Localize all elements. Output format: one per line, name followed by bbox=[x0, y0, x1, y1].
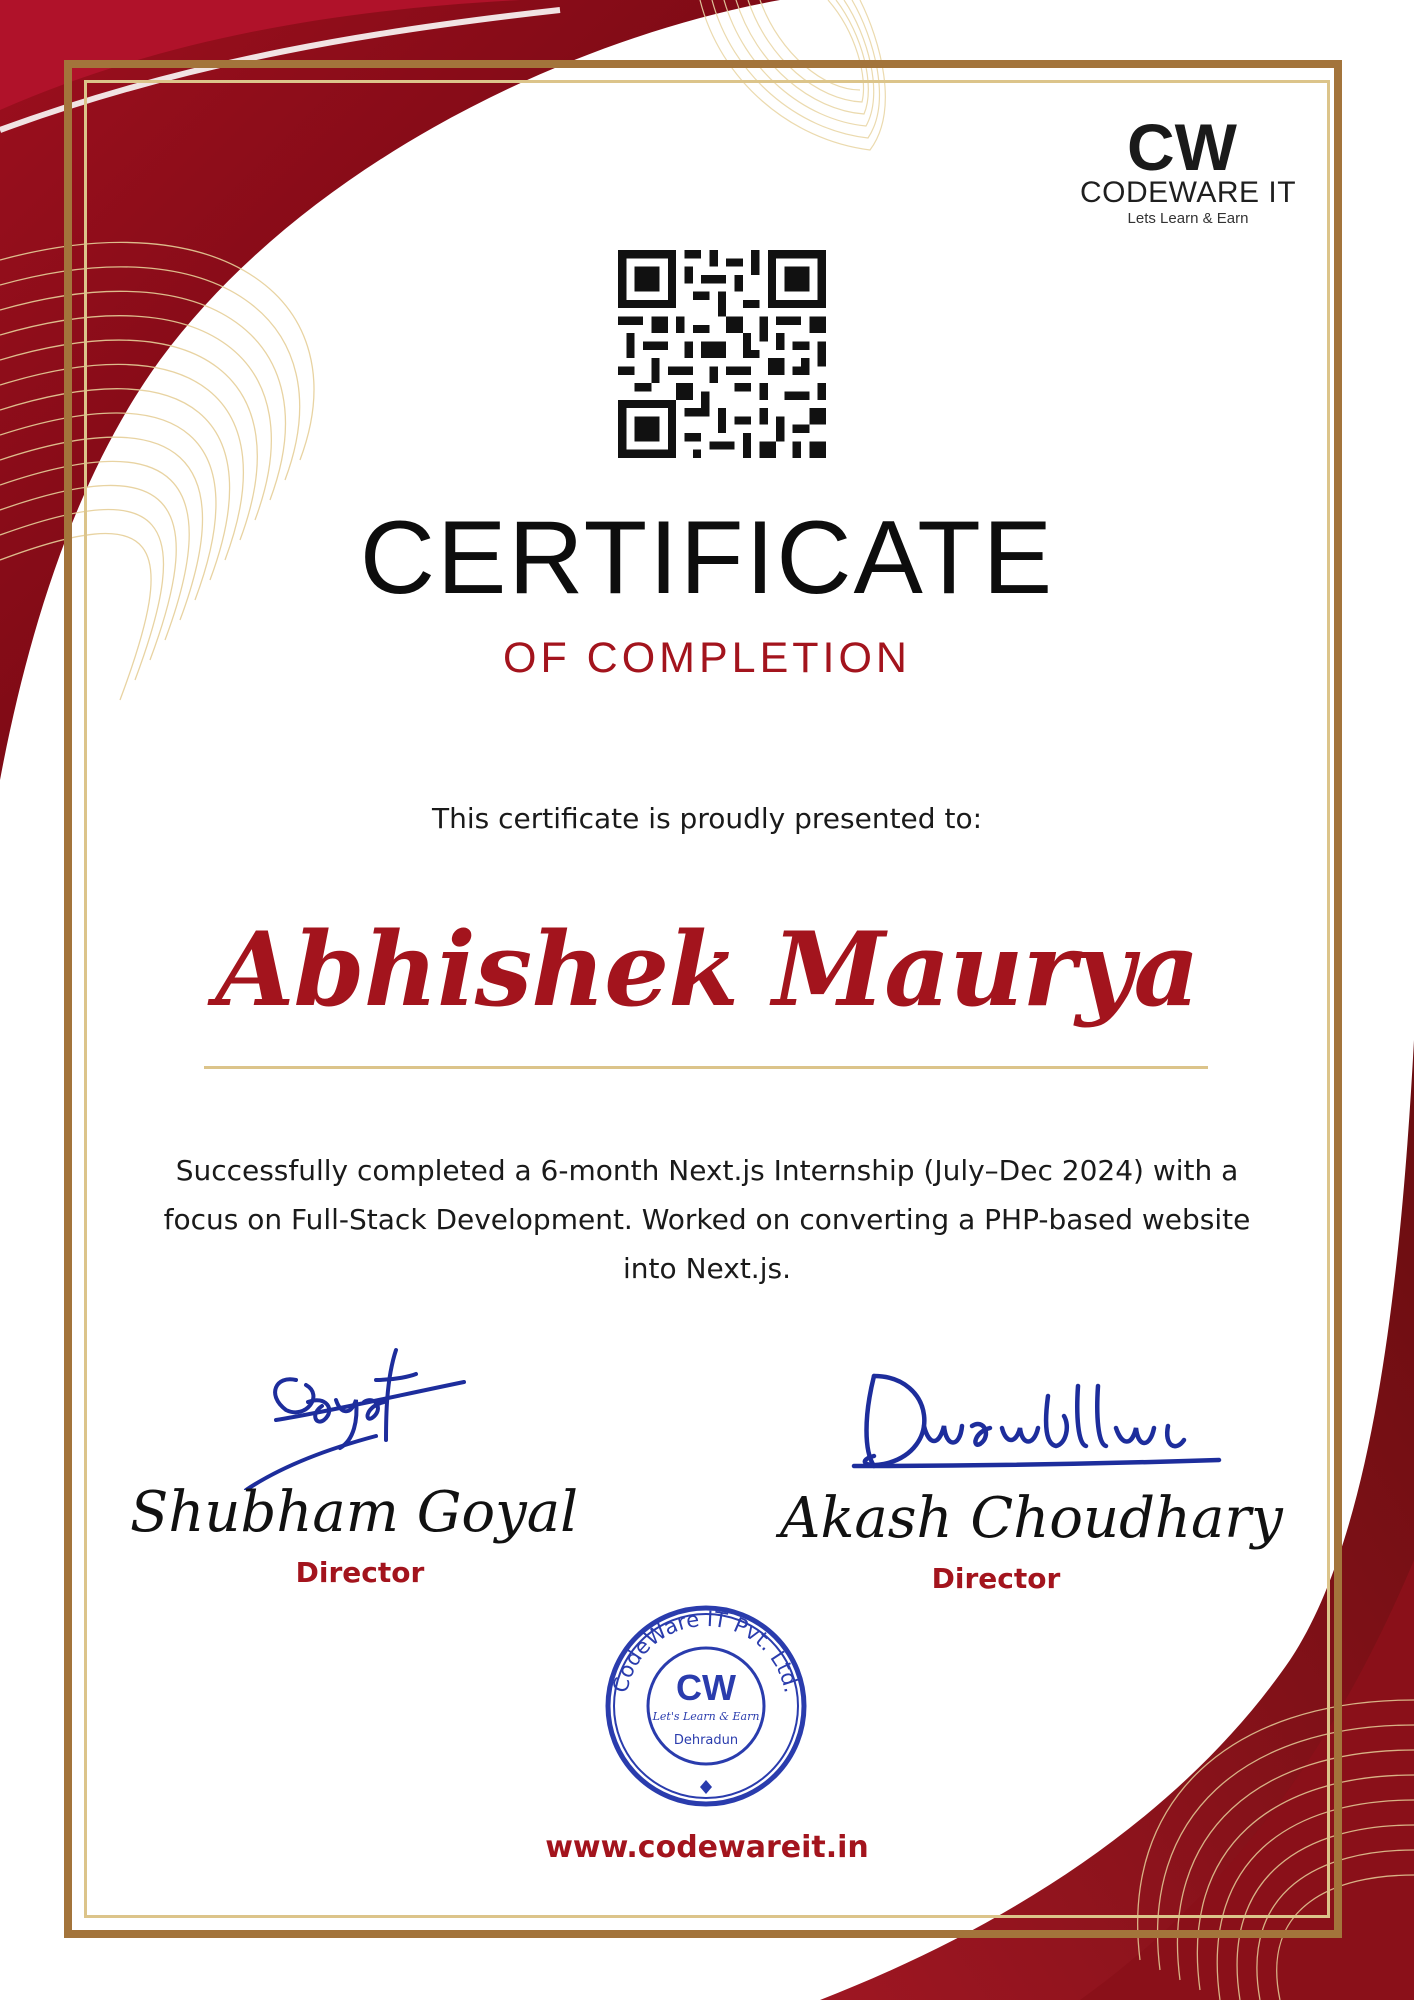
certificate-title: CERTIFICATE bbox=[359, 500, 1055, 616]
certificate-description: Successfully completed a 6-month Next.js Internship (July–Dec 2024) with a focus on Full-Stack Development. Worked on converting a PHP-based website into Next.js. bbox=[163, 1154, 1251, 1285]
presented-to-line: This certificate is proudly presented to: bbox=[431, 802, 983, 835]
signature-right-text: Dhaudhary bbox=[834, 1356, 840, 1357]
stamp-org-name: CodeWare IT Pvt. Ltd. bbox=[608, 1606, 804, 1695]
stamp-city: Dehradun bbox=[673, 1733, 739, 1748]
signature-right-image bbox=[834, 1356, 1234, 1486]
codeware-logo-icon bbox=[1123, 112, 1253, 178]
company-logo bbox=[1068, 112, 1308, 227]
signer-right-name: Akash Choudhary bbox=[780, 1486, 1283, 1551]
certificate-subtitle: OF COMPLETION bbox=[503, 634, 911, 682]
stamp-logo: CW bbox=[676, 1667, 736, 1708]
stamp-tagline: Let's Learn & Earn bbox=[652, 1710, 760, 1723]
signature-left-image bbox=[236, 1340, 476, 1490]
website-link[interactable]: www.codewareit.in bbox=[545, 1830, 869, 1865]
signer-left-name: Shubham Goyal bbox=[130, 1480, 579, 1545]
signer-right-role: Director bbox=[931, 1562, 1061, 1595]
company-name: CODEWARE IT bbox=[1079, 176, 1297, 209]
logo-mark-text: CW bbox=[1127, 112, 1237, 178]
company-tagline: Lets Learn & Earn bbox=[1127, 210, 1249, 227]
company-stamp bbox=[600, 1600, 812, 1812]
recipient-name: Abhishek Maurya bbox=[215, 910, 1199, 1030]
signer-left-role: Director bbox=[295, 1556, 425, 1589]
stamp-diamond-icon bbox=[700, 1780, 712, 1794]
recipient-underline bbox=[204, 1066, 1208, 1069]
signature-left-text: Goyal bbox=[236, 1340, 239, 1341]
qr-code[interactable] bbox=[618, 250, 826, 458]
